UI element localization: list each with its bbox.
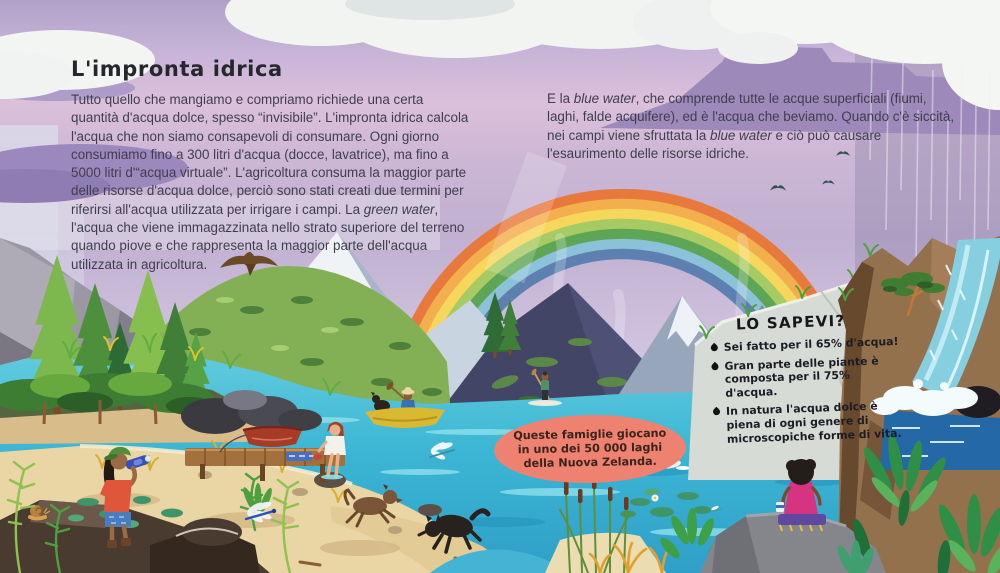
water-drop-icon xyxy=(712,407,722,417)
left-column xyxy=(71,57,469,274)
red-fish xyxy=(313,454,323,460)
did-you-know-item: In natura l'acqua dolce è piena di ogni genere di microscopiche forme di vita. xyxy=(713,399,904,446)
did-you-know-item: Sei fatto per il 65% d'acqua! xyxy=(711,335,901,355)
italic-term: blue water xyxy=(573,91,636,106)
water-drop-icon xyxy=(709,343,719,353)
intro-paragraph-left: Tutto quello che mangiamo e compriamo richiede una certa quantità d'acqua dolce, spesso “invisibile”. L'impronta idrica calcola l'acqua che non siamo consapevoli di consumare. Ogni giorno consumiamo fino a 300 litri d'acqua (docce, lavatrice), ma fino a 5000 litri d'“acqua virtuale”. L'agricoltura consuma la maggior parte delle risorse d'acqua dolce, perciò sono stati creati due termini per riferirsi all'acqua utilizzata per irrigare i campi. La green water, l'acqua che viene immagazzinata nello strato superiore del terreno quando piove e che rappresenta la maggior parte dell'acqua utilizzata in agricoltura. xyxy=(71,92,469,272)
water-drop-icon xyxy=(710,361,720,371)
cup xyxy=(776,502,784,512)
italic-term: blue water xyxy=(710,127,772,143)
page-title: L'impronta idrica xyxy=(71,57,283,81)
did-you-know-panel xyxy=(710,310,905,452)
fact-callout-text: Queste famiglie giocano in uno dei 50 000 laghi della Nuova Zelanda. xyxy=(513,426,667,471)
intro-paragraph-right: E la blue water, che comprende tutte le acque superficiali (fiumi, laghi, falde acquifere), ed è l'acqua che beviamo. Quando c'è siccità, nei campi viene sfruttata la blue water e ciò può causare l'esaurimento delle risorse idriche. xyxy=(547,91,955,161)
italic-term: green water xyxy=(363,201,435,217)
right-column xyxy=(547,90,961,163)
did-you-know-heading: LO SAPEVI? xyxy=(735,311,846,334)
did-you-know-item: Gran parte delle piante è composta per il 75% d'acqua. xyxy=(711,353,902,400)
towel xyxy=(778,514,826,525)
